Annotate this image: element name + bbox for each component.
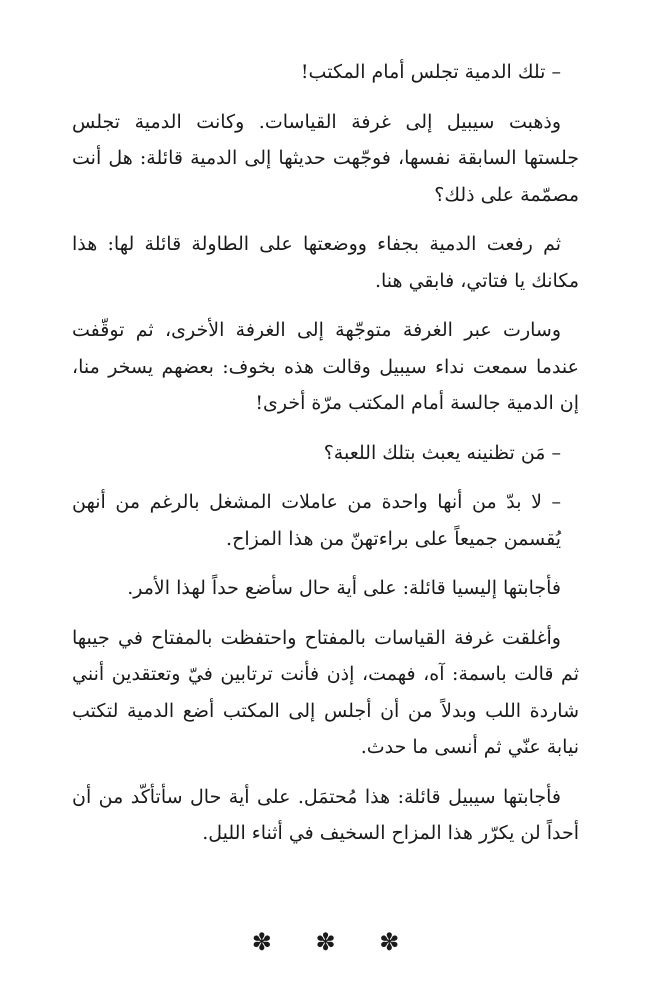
paragraph-8: وأغلقت غرفة القياسات بالمفتاح واحتفظت بالمفتاح في جيبها ثم قالت باسمة: آه، فهمت، إذن فأنت ترتابين فيّ وتعتقدين أنني شاردة اللب وبدلاً من أن أجلس إلى المكتب أضع الدمية لتكتب نيابة عنّي ثم أنسى ما حدث. [72, 626, 579, 758]
paragraph-3: ثم رفعت الدمية بجفاء ووضعتها على الطاولة قائلة لها: هذا مكانك يا فتاتي، فابقي هنا. [72, 233, 579, 292]
asterisk-ornament-icon: ✽ [315, 928, 336, 956]
paragraph-7: فأجابتها إليسيا قائلة: على أية حال سأضع حداً لهذا الأمر. [127, 577, 561, 599]
paragraph-dialog-5: – مَن تظنينه يعبث بتلك اللعبة؟ [323, 441, 561, 464]
paragraph-9: فأجابتها سيبيل قائلة: هذا مُحتمَل. على أية حال سأتأكّد من أن أحداً لن يكرّر هذا المزاح السخيف في أثناء الليل. [72, 785, 579, 844]
book-page-text [72, 54, 579, 865]
paragraph-dialog-6: – لا بدّ من أنها واحدة من عاملات المشغل بالرغم من أنهن يُقسمن جميعاً على براءتهنّ من هذا المزاح. [72, 491, 561, 550]
asterisk-ornament-icon: ✽ [251, 928, 272, 956]
paragraph-4: وسارت عبر الغرفة متوجّهة إلى الغرفة الأخرى، ثم توقّفت عندما سمعت نداء سيبيل وقالت هذه بخوف: بعضهم يسخر منا، إن الدمية جالسة أمام المكتب مرّة أخرى! [72, 319, 579, 414]
asterisk-ornament-icon: ✽ [379, 928, 400, 956]
section-separator [0, 928, 651, 956]
paragraph-dialog-1: – تلك الدمية تجلس أمام المكتب! [300, 61, 561, 83]
paragraph-2: وذهبت سيبيل إلى غرفة القياسات. وكانت الدمية تجلس جلستها السابقة نفسها، فوجّهت حديثها إلى الدمية قائلة: هل أنت مصمّمة على ذلك؟ [72, 110, 579, 206]
